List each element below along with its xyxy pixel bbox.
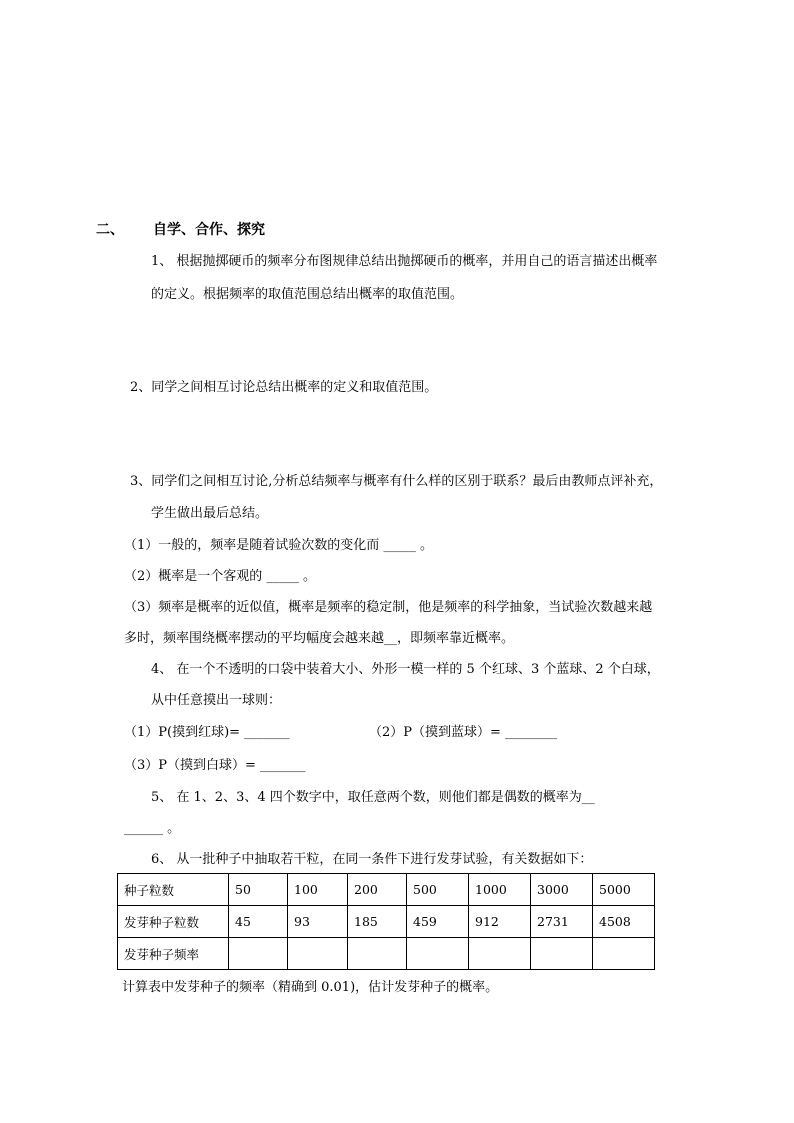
q4-part2: （2）P（摸到蓝球）= ________ <box>369 725 558 740</box>
table-row-header: 种子粒数 <box>118 874 229 906</box>
q3-item2: （2）概率是一个客观的 _____ 。 <box>124 569 317 584</box>
q4-part3: （3）P（摸到白球）= _______ <box>124 758 306 773</box>
q1-line2: 的定义。根据频率的取值范围总结出概率的取值范围。 <box>151 287 464 302</box>
table-cell: 4508 <box>593 906 655 938</box>
table-row-header: 发芽种子粒数 <box>118 906 229 938</box>
q3-line2: 学生做出最后总结。 <box>151 506 269 521</box>
table-row <box>118 906 655 938</box>
table-cell: 5000 <box>593 874 655 906</box>
q1-line1: 1、 根据抛掷硬币的频率分布图规律总结出抛掷硬币的概率，并用自己的语言描述出概率 <box>151 254 658 269</box>
q6-intro: 6、 从一批种子中抽取若干粒，在同一条件下进行发芽试验，有关数据如下： <box>151 852 593 867</box>
q4-part1: （1）P(摸到红球)= _______ <box>124 725 290 740</box>
q3-item3-line2: 多时，频率围绕概率摆动的平均幅度会越来越__，即频率靠近概率。 <box>124 631 515 646</box>
q4-line2: 从中任意摸出一球则： <box>151 693 282 708</box>
q4-line1: 4、 在一个不透明的口袋中装着大小、外形一模一样的 5 个红球、3 个蓝球、2 个白球， <box>151 662 660 677</box>
q3-line1: 3、同学们之间相互讨论,分析总结频率与概率有什么样的区别于联系？最后由教师点评补充， <box>130 474 663 489</box>
table-cell: 45 <box>229 906 288 938</box>
table-cell <box>407 938 469 970</box>
table-cell: 459 <box>407 906 469 938</box>
q6-footer: 计算表中发芽种子的频率（精确到 0.01)，估计发芽种子的概率。 <box>122 980 499 995</box>
section-title: 自学、合作、探究 <box>153 222 265 238</box>
germination-table <box>117 873 655 970</box>
table-cell <box>531 938 593 970</box>
q3-item3-line1: （3）频率是概率的近似值，概率是频率的稳定制，他是频率的科学抽象，当试验次数越来越 <box>124 600 653 615</box>
table-cell: 50 <box>229 874 288 906</box>
section-number: 二、 <box>96 222 124 238</box>
table-cell <box>229 938 288 970</box>
table-cell: 185 <box>348 906 407 938</box>
table-cell: 500 <box>407 874 469 906</box>
table-cell <box>469 938 531 970</box>
q3-item1: （1）一般的，频率是随着试验次数的变化而 _____ 。 <box>124 538 434 553</box>
table-cell <box>288 938 348 970</box>
table-cell: 912 <box>469 906 531 938</box>
q5-line2: ______ 。 <box>124 821 181 836</box>
table-row-header: 发芽种子频率 <box>118 938 229 970</box>
table-row <box>118 874 655 906</box>
table-cell: 93 <box>288 906 348 938</box>
table-cell: 2731 <box>531 906 593 938</box>
table-cell: 3000 <box>531 874 593 906</box>
table-cell: 1000 <box>469 874 531 906</box>
table-cell: 100 <box>288 874 348 906</box>
table-row <box>118 938 655 970</box>
q5-line1: 5、 在 1、2、3、4 四个数字中，取任意两个数，则他们都是偶数的概率为__ <box>151 790 595 805</box>
table-cell <box>593 938 655 970</box>
table-cell <box>348 938 407 970</box>
table-cell: 200 <box>348 874 407 906</box>
q2-line1: 2、同学之间相互讨论总结出概率的定义和取值范围。 <box>130 380 438 395</box>
